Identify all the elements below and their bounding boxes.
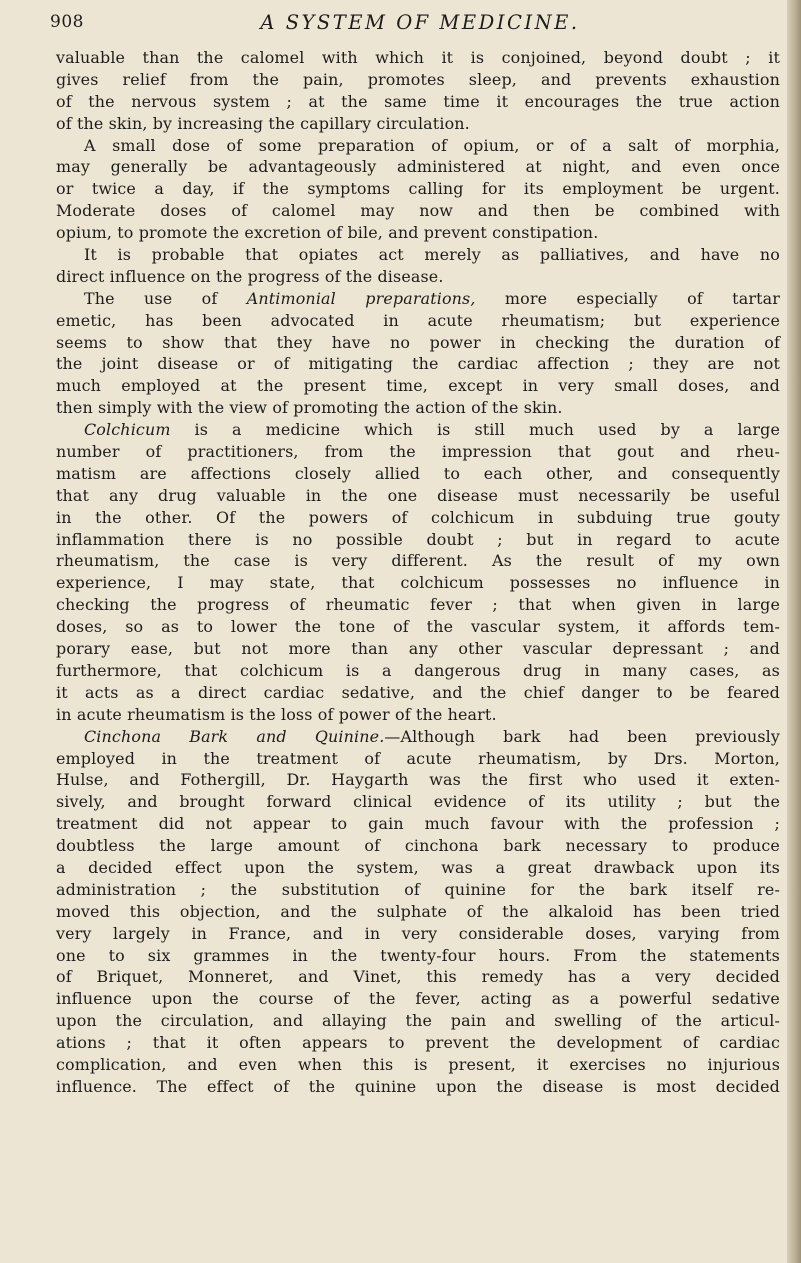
text-line: it acts as a direct cardiac sedative, and the chief danger to be feared [56,682,780,702]
text-line: ations ; that it often appears to prevent the development of cardiac [56,1033,780,1053]
text-line: in acute rheumatism is the loss of power of the heart. [56,704,497,724]
text-line: may generally be advantageously administered at night, and even once [56,157,780,177]
text-line: of the nervous system ; at the same time it encourages the true action [56,91,780,111]
text-line: complication, and even when this is present, it exercises no injurious [56,1054,780,1074]
text-line: the joint disease or of mitigating the cardiac affection ; they are not [56,354,780,374]
text-line: rheumatism, the case is very different. As the result of my own [56,551,780,571]
text-line: one to six grammes in the twenty-four hours. From the statements [56,945,780,965]
text-line: valuable than the calomel with which it is conjoined, beyond doubt ; it [56,48,780,67]
text-line: opium, to promote the excretion of bile, and prevent constipation. [56,223,599,243]
text-line: A small dose of some preparation of opium, or of a salt of morphia, [84,135,780,155]
text-line: emetic, has been advocated in acute rheumatism; but experience [56,310,780,330]
text-line: influence upon the course of the fever, acting as a powerful sedative [56,989,780,1009]
text-line: a decided effect upon the system, was a great drawback upon its [56,857,780,877]
text-line: number of practitioners, from the impression that gout and rheu- [56,442,780,462]
page-number: 908 [50,12,84,32]
text-line: administration ; the substitution of quinine for the bark itself re- [56,879,780,899]
text-line: Colchicum is a medicine which is still much used by a large [84,420,780,440]
text-line: It is probable that opiates act merely as palliatives, and have no [84,245,780,265]
page-edge-shadow [787,0,801,1263]
text-line: influence. The effect of the quinine upon the disease is most decided [56,1076,780,1096]
text-line: The use of Antimonial preparations, more especially of tartar [84,288,780,308]
text-line: moved this objection, and the sulphate of the alkaloid has been tried [56,901,780,921]
text-line: direct influence on the progress of the disease. [56,266,444,286]
body-text [56,47,780,1098]
text-line: Moderate doses of calomel may now and then be combined with [56,201,780,221]
section-heading-antimonial: Antimonial preparations, [246,288,476,308]
text-line: then simply with the view of promoting the action of the skin. [56,398,563,418]
text-line: furthermore, that colchicum is a dangerous drug in many cases, as [56,660,780,680]
running-title: A SYSTEM OF MEDICINE. [260,11,580,34]
section-heading-cinchona: Cinchona Bark and Quinine. [84,726,385,746]
text-line: very largely in France, and in very considerable doses, varying from [56,923,780,943]
page-header [50,12,770,42]
text-line: doubtless the large amount of cinchona bark necessary to produce [56,836,780,856]
text-line: upon the circulation, and allaying the pain and swelling of the articul- [56,1011,780,1031]
text-line: that any drug valuable in the one disease must necessarily be useful [56,485,780,505]
text-line: sively, and brought forward clinical evidence of its utility ; but the [56,792,780,812]
text-line: treatment did not appear to gain much favour with the profession ; [56,814,780,834]
text-line: employed in the treatment of acute rheumatism, by Drs. Morton, [56,748,780,768]
text-line: of the skin, by increasing the capillary circulation. [56,113,470,133]
text-line: matism are affections closely allied to each other, and consequently [56,463,780,483]
text-line: Cinchona Bark and Quinine.—Although bark had been previously [84,726,781,746]
section-heading-colchicum: Colchicum [84,420,171,440]
text-line: seems to show that they have no power in checking the duration of [56,332,780,352]
text-line: in the other. Of the powers of colchicum in subduing true gouty [56,507,780,527]
text-line: of Briquet, Monneret, and Vinet, this remedy has a very decided [56,967,780,987]
text-line: Hulse, and Fothergill, Dr. Haygarth was the first who used it exten- [56,770,780,790]
text-line: much employed at the present time, except in very small doses, and [56,376,780,396]
text-line: experience, I may state, that colchicum possesses no influence in [56,573,780,593]
text-line: checking the progress of rheumatic fever ; that when given in large [56,595,780,615]
text-line: gives relief from the pain, promotes sleep, and prevents exhaustion [56,69,780,89]
text-line: doses, so as to lower the tone of the vascular system, it affords tem- [56,617,780,637]
text-line: porary ease, but not more than any other vascular depressant ; and [56,639,780,659]
text-line: inflammation there is no possible doubt ; but in regard to acute [56,529,780,549]
text-line: or twice a day, if the symptoms calling for its employment be urgent. [56,179,780,199]
